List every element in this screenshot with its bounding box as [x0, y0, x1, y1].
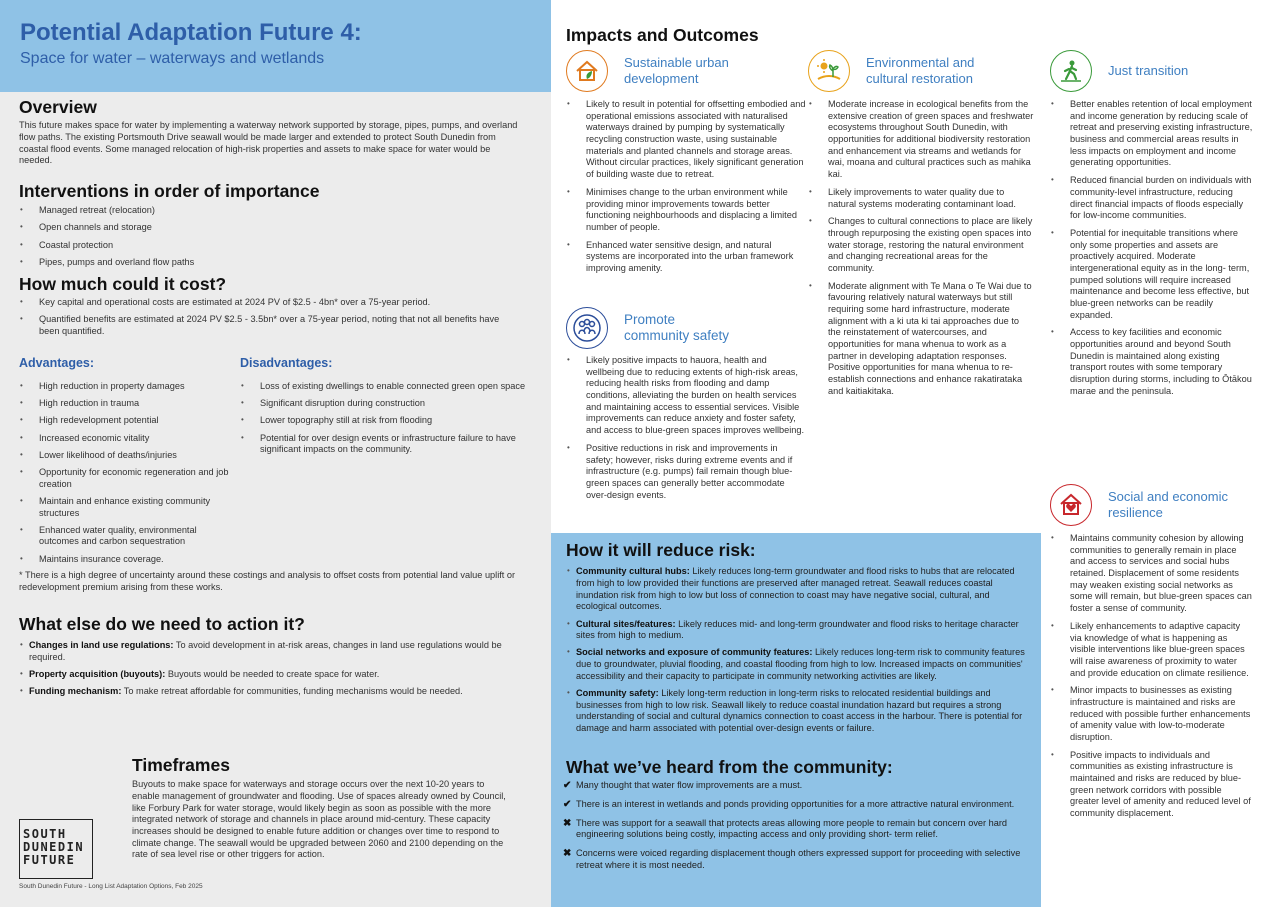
item-bold: Social networks and exposure of community features:: [576, 647, 813, 658]
list-item: • High redevelopment potential: [19, 415, 229, 427]
list-item: • Potential for inequitable transitions where only some properties and assets are proactively acquired. Moderate intergenerational equity as in the long- term, pumped solutions will require increased maintenance and become less effective, but blue-green networks can be readily expanded.: [1050, 228, 1253, 322]
environment-title-line2: cultural restoration: [866, 71, 973, 86]
interventions-heading: Interventions in order of importance: [19, 181, 320, 201]
action-heading: What else do we need to action it?: [19, 614, 305, 634]
risk-heading: How it will reduce risk:: [566, 540, 756, 560]
item-text: To make retreat affordable for communities, funding mechanisms would be needed.: [121, 686, 463, 697]
urban-title-line1: Sustainable urban: [624, 55, 729, 71]
risk-section: [566, 541, 1032, 740]
cost-heading: How much could it cost?: [19, 274, 227, 294]
list-item: • Pipes, pumps and overland flow paths: [19, 257, 539, 269]
item-text: There is an interest in wetlands and ponds providing opportunities for a more attractive natural environment.: [576, 798, 1015, 809]
list-item: [563, 848, 1032, 871]
list-item: • Coastal protection: [19, 240, 539, 252]
list-item: • Moderate alignment with Te Mana o Te Wai due to favouring relatively natural waterways but still requiring some hard infrastructure, moderate alignment with a ki uta ki tai approaches due to the reinstatement of watercourses, and opportunities for mana whenua to work as a partner in developing adaptation responses. Positive opportunities for mana whenua to re-establish connections and enhance rakatirataka and kaitiakitaka.: [808, 281, 1034, 398]
list-item: • Key capital and operational costs are estimated at 2024 PV of $2.5 - 4bn* over a 75-year period.: [19, 297, 519, 309]
safety-title-line1: Promote: [624, 311, 676, 327]
header-banner: [0, 0, 551, 92]
list-item: • Positive impacts to individuals and communities as existing infrastructure is maintained and risks are reduced by blue-green network corridors with possible greater level of amenity and reduced level of community displacement.: [1050, 750, 1253, 820]
house-heart-icon: [1050, 484, 1092, 526]
list-item: [563, 798, 1032, 811]
list-item: • Significant disruption during construction: [240, 398, 530, 410]
logo-line: DUNEDIN: [23, 840, 85, 855]
item-text: Concerns were voiced regarding displacement though others expressed support for proceeding with selective retreat where it is most needed.: [576, 848, 1021, 870]
list-item: • Changes to cultural connections to place are likely through repurposing the existing open spaces into water storage, restoring the natural environment and changing recreational areas for the community.: [808, 216, 1034, 274]
overview-section: [19, 98, 519, 167]
list-item: • Minor impacts to businesses as existing infrastructure is maintained and risks are reduced with possible further enhancements of amenity value with low-to-moderate disruption.: [1050, 685, 1253, 743]
list-item: • Moderate increase in ecological benefits from the extensive creation of green spaces and freshwater ecosystems throughout South Dunedin, with opportunities for additional biodiversity restoration and enhancement via streams and wetlands for wai, moana and cultural practices such as mahika kai.: [808, 99, 1034, 181]
impacts-heading: Impacts and Outcomes: [566, 25, 759, 45]
urban-title-line2: development: [624, 71, 699, 86]
community-section: [563, 757, 1032, 878]
overview-text: This future makes space for water by implementing a waterway network supported by storage, pipes, pumps, and overland flow paths. The existing Portsmouth Drive seawall would be made larger and extended to protect South Dunedin from coastal flood events. Some managed relocation of high-risk properties and assets to make space for water would be needed.: [19, 120, 518, 166]
check-icon: ✔: [563, 798, 572, 810]
list-item: • Enhanced water quality, environmental outcomes and carbon sequestration: [19, 525, 229, 548]
list-item: [19, 640, 539, 663]
interventions-section: [19, 182, 539, 274]
house-leaf-icon: [566, 50, 608, 92]
logo-line: FUTURE: [23, 853, 76, 868]
item-text: Likely long-term reduction in long-term risks to relocated residential buildings and businesses from high to low risk. Seawall likely to reduce coastal inundation hazard but requires a strong understanding of social and cultural dynamics connection to coast access in the harbour. There is potential for damage and harm associated with potential over-design events or failure.: [576, 687, 1023, 733]
list-item: • High reduction in property damages: [19, 381, 229, 393]
item-text: Likely reduces long-term risk to community features due to groundwater, pluvial flooding, and coastal flooding from high to low. Increased impacts on communities' accessibility and their capacity to participate in community networking activities are likely.: [576, 647, 1025, 681]
item-bold: Funding mechanism:: [29, 686, 122, 697]
list-item: • Likely enhancements to adaptive capacity via knowledge of what is happening as visible interventions like blue-green spaces will raise awareness of proximity to water and provide education on climate resilience.: [1050, 621, 1253, 679]
advantages-heading: Advantages:: [19, 356, 95, 370]
overview-heading: Overview: [19, 97, 97, 117]
environment-column: [808, 50, 1034, 404]
check-icon: ✔: [563, 780, 572, 792]
list-item: [563, 817, 1032, 841]
logo: [19, 819, 93, 879]
item-bold: Property acquisition (buyouts):: [29, 669, 166, 680]
item-bold: Changes in land use regulations:: [29, 640, 174, 651]
disadvantages-section: [240, 356, 530, 461]
advantages-section: [19, 356, 229, 571]
people-group-icon: [566, 307, 608, 349]
logo-line: SOUTH: [23, 827, 67, 841]
timeframes-text: Buyouts to make space for waterways and storage occurs over the next 10-20 years to enable management of groundwater and flooding. Use of spaces already owned by Council, like Forbury Park for water storage, would likely begin as soon as possible with the more integrated network of storage and channels in place around mid-century. These capacity increases should be designed to enable future addition or changes over time to respond to climate change. The seawall would be upgraded between 2060 and 2100 depending on the rate of sea level rise or other triggers for action.: [132, 779, 506, 860]
list-item: • Reduced financial burden on individuals with community-level infrastructure, reducing direct financial impacts of floods especially for low-income communities.: [1050, 175, 1253, 222]
list-item: • Minimises change to the urban environment while providing minor improvements towards better functioning neighbourhoods and displacing a limited number of people.: [566, 187, 806, 234]
list-item: • Better enables retention of local employment and income generation by reducing scale of retreat and preserving existing infrastructure, business and commercial areas results in less impacts on employment and income generating opportunities.: [1050, 99, 1253, 169]
list-item: [566, 647, 1032, 682]
community-heading: What we’ve heard from the community:: [566, 757, 893, 777]
list-item: • Open channels and storage: [19, 222, 539, 234]
social-title-line1: Social and economic: [1108, 489, 1228, 505]
page-title: Potential Adaptation Future 4:: [20, 19, 362, 46]
list-item: • Maintains community cohesion by allowing communities to generally remain in place and access to services and social hubs retained. Displacement of some residents may weaken existing social networks as some will remain, but blue-green spaces can foster a sense of community.: [1050, 533, 1253, 615]
item-text: To avoid development in at-risk areas, changes in land use regulations would be required.: [29, 640, 502, 662]
item-bold: Community safety:: [576, 687, 659, 698]
safety-title-line2: community safety: [624, 328, 730, 343]
list-item: [566, 566, 1032, 613]
list-item: [19, 686, 539, 698]
item-text: Likely reduces mid- and long-term groundwater and flood risks to heritage character sites from high to medium.: [576, 618, 1019, 641]
footer: South Dunedin Future - Long List Adaptation Options, Feb 2025: [19, 883, 203, 890]
list-item: [566, 688, 1032, 735]
just-transition-title: Just transition: [1108, 63, 1189, 79]
page-subtitle: Space for water – waterways and wetlands: [20, 50, 325, 68]
list-item: • Lower topography still at risk from flooding: [240, 415, 530, 427]
list-item: • Maintain and enhance existing community structures: [19, 496, 229, 519]
item-text: Many thought that water flow improvements are a must.: [576, 780, 803, 791]
item-text: Likely reduces long-term groundwater and flood risks to hubs that are relocated from high to low provided their functions are preserved after managed retreat. Seawall reduces coastal inundation risk from high to low but loss of connection to coast may have negative social, cultural, and ecological outcomes.: [576, 566, 1015, 612]
list-item: • Managed retreat (relocation): [19, 205, 539, 217]
list-item: • Access to key facilities and economic opportunities around and beyond South Dunedin is maintained along existing transport routes with some temporary disruption during storms, including to Ōtākou marae and the peninsula.: [1050, 327, 1253, 397]
list-item: • Likely positive impacts to hauora, health and wellbeing due to reducing extents of high-risk areas, reducing health risks from flooding and damp conditions, alleviating the burden on health services and maintaining access to essential services. Visible improvements can reduce anxiety and foster safety, and access to blue-green spaces improves wellbeing.: [566, 355, 806, 437]
social-column: [1050, 484, 1253, 826]
list-item: • Likely to result in potential for offsetting embodied and operational emissions associated with naturalised waterways drained by pumping by systematically recycling construction waste, using sustainable materials and planted channels and storage areas. Without circular practices, likely significant generation of building waste due to retreat.: [566, 99, 806, 181]
list-item: • Increased economic vitality: [19, 433, 229, 445]
timeframes-section: [132, 756, 512, 861]
environment-title-line1: Environmental and: [866, 55, 975, 71]
list-item: • Enhanced water sensitive design, and natural systems are incorporated into the urban framework improving amenity.: [566, 240, 806, 275]
cross-icon: ✖: [563, 848, 572, 859]
item-text: There was support for a seawall that protects areas allowing more people to remain but concern over hard engineering solutions being costly, impacting access and only providing short- term relief.: [576, 817, 1008, 840]
item-bold: Community cultural hubs:: [576, 566, 690, 577]
cost-section: [19, 275, 519, 343]
sun-plant-icon: [808, 50, 850, 92]
action-section: [19, 615, 539, 704]
list-item: • Lower likelihood of deaths/injuries: [19, 450, 229, 462]
item-bold: Cultural sites/features:: [576, 618, 676, 629]
cross-icon: ✖: [563, 817, 572, 829]
list-item: • Quantified benefits are estimated at 2024 PV $2.5 - 3.5bn* over a 75-year period, noting that not all benefits have been quantified.: [19, 314, 519, 337]
safety-column: [566, 307, 806, 507]
just-transition-column: [1050, 50, 1253, 404]
urban-column: [566, 50, 806, 281]
timeframes-heading: Timeframes: [132, 755, 230, 775]
list-item: • Potential for over design events or infrastructure failure to have significant impacts on the community.: [240, 433, 530, 456]
list-item: • Maintains insurance coverage.: [19, 554, 229, 566]
list-item: [566, 619, 1032, 642]
list-item: • Likely improvements to water quality due to natural systems moderating contaminant load.: [808, 187, 1034, 210]
list-item: • Loss of existing dwellings to enable connected green open space: [240, 381, 530, 393]
list-item: • High reduction in trauma: [19, 398, 229, 410]
walking-person-icon: [1050, 50, 1092, 92]
item-text: Buyouts would be needed to create space for water.: [165, 669, 380, 680]
disadvantages-heading: Disadvantages:: [240, 356, 333, 370]
footnote: * There is a high degree of uncertainty around these costings and analysis to offset costs from potential land value uplift or redevelopment premium arising from these works.: [19, 570, 516, 592]
list-item: • Positive reductions in risk and improvements in safety; however, risks during extreme events and if infrastructure (e.g. pumps) fail remain though blue-green spaces can generally better accommodate over-design events.: [566, 443, 806, 501]
list-item: [563, 780, 1032, 792]
list-item: • Opportunity for economic regeneration and job creation: [19, 467, 229, 490]
social-title-line2: resilience: [1108, 505, 1163, 520]
list-item: [19, 669, 539, 681]
